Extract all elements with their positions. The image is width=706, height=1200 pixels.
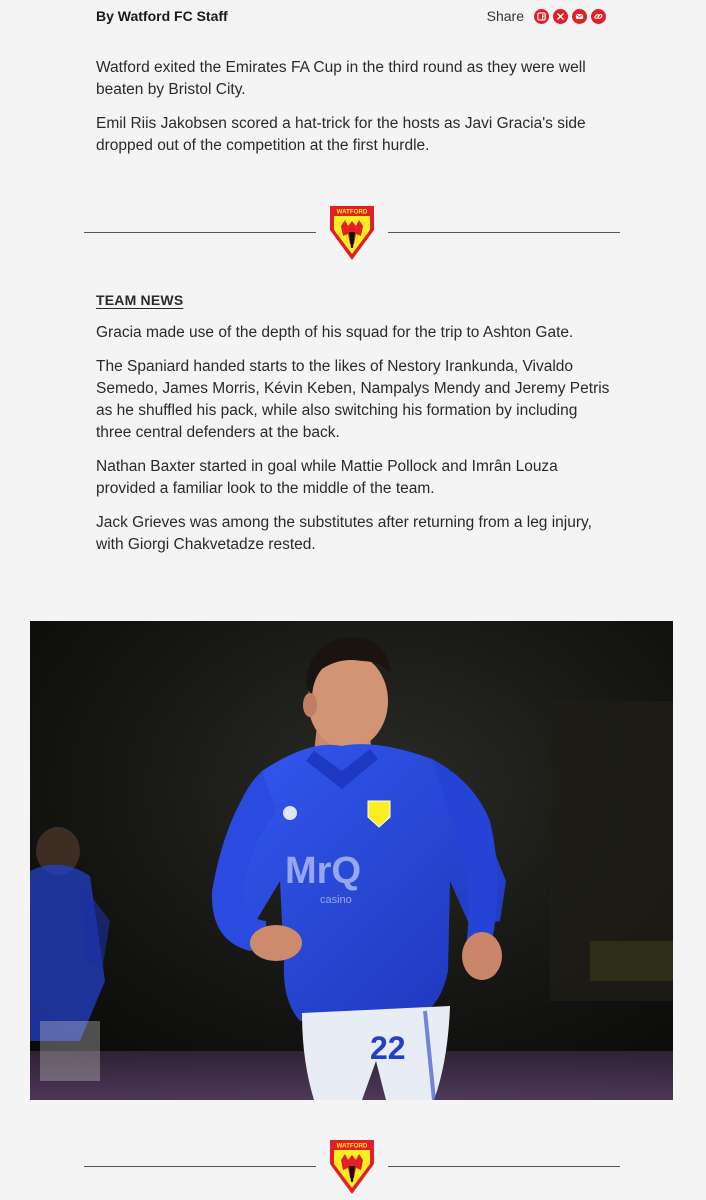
crest-text: WATFORD: [336, 208, 368, 216]
team-news-paragraph: Gracia made use of the depth of his squad for the trip to Ashton Gate.: [96, 324, 574, 341]
shirt-sponsor: MrQ: [285, 850, 361, 892]
share-bar: [487, 8, 606, 24]
crest-divider: [84, 1138, 620, 1198]
intro-paragraph: Watford exited the Emirates FA Cup in the third round as they were well beaten by Bristol City.: [96, 59, 586, 98]
shirt-sponsor-sub: casino: [320, 894, 352, 906]
intro-paragraph: Emil Riis Jakobsen scored a hat-trick for the hosts as Javi Gracia's side dropped out of the competition at the first hurdle.: [96, 115, 586, 154]
email-share-button[interactable]: [572, 9, 587, 24]
team-news-paragraph: The Spaniard handed starts to the likes of Nestory Irankunda, Vivaldo Semedo, James Morris, Kévin Keben, Nampalys Mendy and Jeremy Petris as he shuffled his pack, while also switching his formation by including three central defenders at the back.: [96, 358, 610, 441]
x-icon: [556, 12, 565, 21]
crest-divider: [84, 204, 620, 264]
divider-line: [388, 232, 620, 233]
x-share-button[interactable]: [553, 9, 568, 24]
article-photo: [30, 621, 673, 1100]
team-news-paragraph: Nathan Baxter started in goal while Mattie Pollock and Imrân Louza provided a familiar look to the middle of the team.: [96, 458, 558, 497]
divider-line: [84, 1166, 316, 1167]
facebook-share-button[interactable]: [534, 9, 549, 24]
shirt-number: 22: [370, 1030, 406, 1066]
team-news-paragraph: Jack Grieves was among the substitutes after returning from a leg injury, with Giorgi Chakvetadze rested.: [96, 514, 592, 553]
author-byline: By Watford FC Staff: [96, 8, 228, 24]
divider-line: [84, 232, 316, 233]
crest-text: WATFORD: [336, 1142, 368, 1150]
share-label: Share: [486, 8, 524, 24]
divider-line: [388, 1166, 620, 1167]
byline-row: [96, 6, 606, 26]
team-news-heading: TEAM NEWS: [96, 292, 184, 308]
facebook-icon: [537, 12, 546, 21]
article-intro: [96, 57, 616, 169]
player-photo: [30, 621, 673, 1100]
watford-crest-icon: [327, 204, 377, 262]
team-news-section: [96, 289, 616, 568]
copy-link-button[interactable]: [591, 9, 606, 24]
email-icon: [575, 12, 584, 21]
watford-crest-icon: [327, 1138, 377, 1196]
link-icon: [594, 12, 603, 21]
